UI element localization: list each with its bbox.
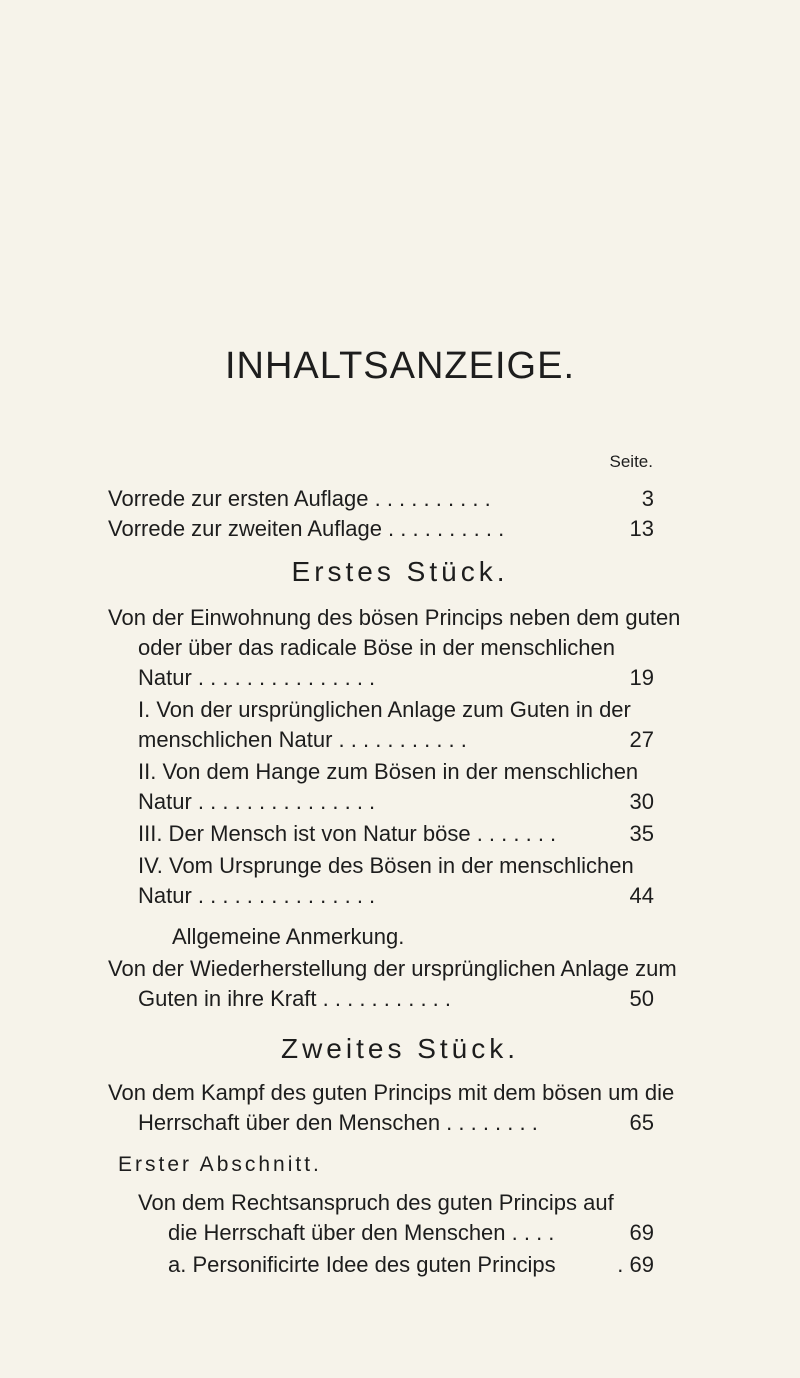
subheading-allgemeine-anmerkung: Allgemeine Anmerkung.	[172, 924, 405, 949]
toc-entry-line: die Herrschaft über den Menschen . . . .	[168, 1220, 555, 1245]
toc-entry-line: Von der Wiederherstellung der ursprünglichen Anlage zum	[108, 956, 677, 981]
toc-entry-vorrede-1: Vorrede zur ersten Auflage . . . . . . . . . .	[108, 486, 491, 511]
toc-page-vorrede-1: 3	[641, 486, 654, 511]
toc-entry-line: oder über das radicale Böse in der menschlichen	[138, 635, 615, 660]
toc-entry-line: Guten in ihre Kraft . . . . . . . . . . .	[138, 986, 452, 1011]
heading-erstes-stueck: Erstes Stück.	[291, 556, 509, 587]
toc-page: 50	[629, 986, 654, 1011]
toc-entry-line: Natur . . . . . . . . . . . . . . .	[138, 665, 376, 690]
page-title: INHALTSANZEIGE.	[224, 345, 576, 387]
toc-entry-line: Herrschaft über den Menschen . . . . . . . .	[138, 1110, 538, 1135]
toc-entry-line: Natur . . . . . . . . . . . . . . .	[138, 883, 376, 908]
toc-entry-line: Von dem Rechtsanspruch des guten Princips auf	[138, 1190, 614, 1215]
toc-entry-line: Von der Einwohnung des bösen Princips neben dem guten	[108, 605, 681, 630]
toc-entry-line: menschlichen Natur . . . . . . . . . . .	[138, 727, 467, 752]
toc-entry-line: a. Personificirte Idee des guten Princips	[168, 1252, 556, 1277]
toc-page: 35	[629, 821, 654, 846]
toc-page: . 69	[617, 1252, 654, 1277]
toc-page: 44	[629, 883, 654, 908]
toc-entry-line: Von dem Kampf des guten Princips mit dem bösen um die	[108, 1080, 675, 1105]
seite-label: Seite.	[609, 452, 653, 471]
toc-page: 27	[629, 727, 654, 752]
toc-page: 69	[629, 1220, 654, 1245]
heading-zweites-stueck: Zweites Stück.	[280, 1033, 520, 1064]
toc-page: 65	[629, 1110, 654, 1135]
toc-page-vorrede-2: 13	[629, 516, 654, 541]
toc-entry-line: Natur . . . . . . . . . . . . . . .	[138, 789, 376, 814]
toc-entry-vorrede-2: Vorrede zur zweiten Auflage . . . . . . . . . .	[108, 516, 505, 541]
toc-page: 19	[629, 665, 654, 690]
toc-page: 30	[629, 789, 654, 814]
toc-entry-line: II. Von dem Hange zum Bösen in der menschlichen	[138, 759, 639, 784]
toc-entry-line: IV. Vom Ursprunge des Bösen in der menschlichen	[138, 853, 634, 878]
toc-entry-line: I. Von der ursprünglichen Anlage zum Guten in der	[138, 697, 631, 722]
toc-entry-line: III. Der Mensch ist von Natur böse . . . . . . .	[138, 821, 557, 846]
subheading-erster-abschnitt: Erster Abschnitt.	[118, 1153, 322, 1176]
